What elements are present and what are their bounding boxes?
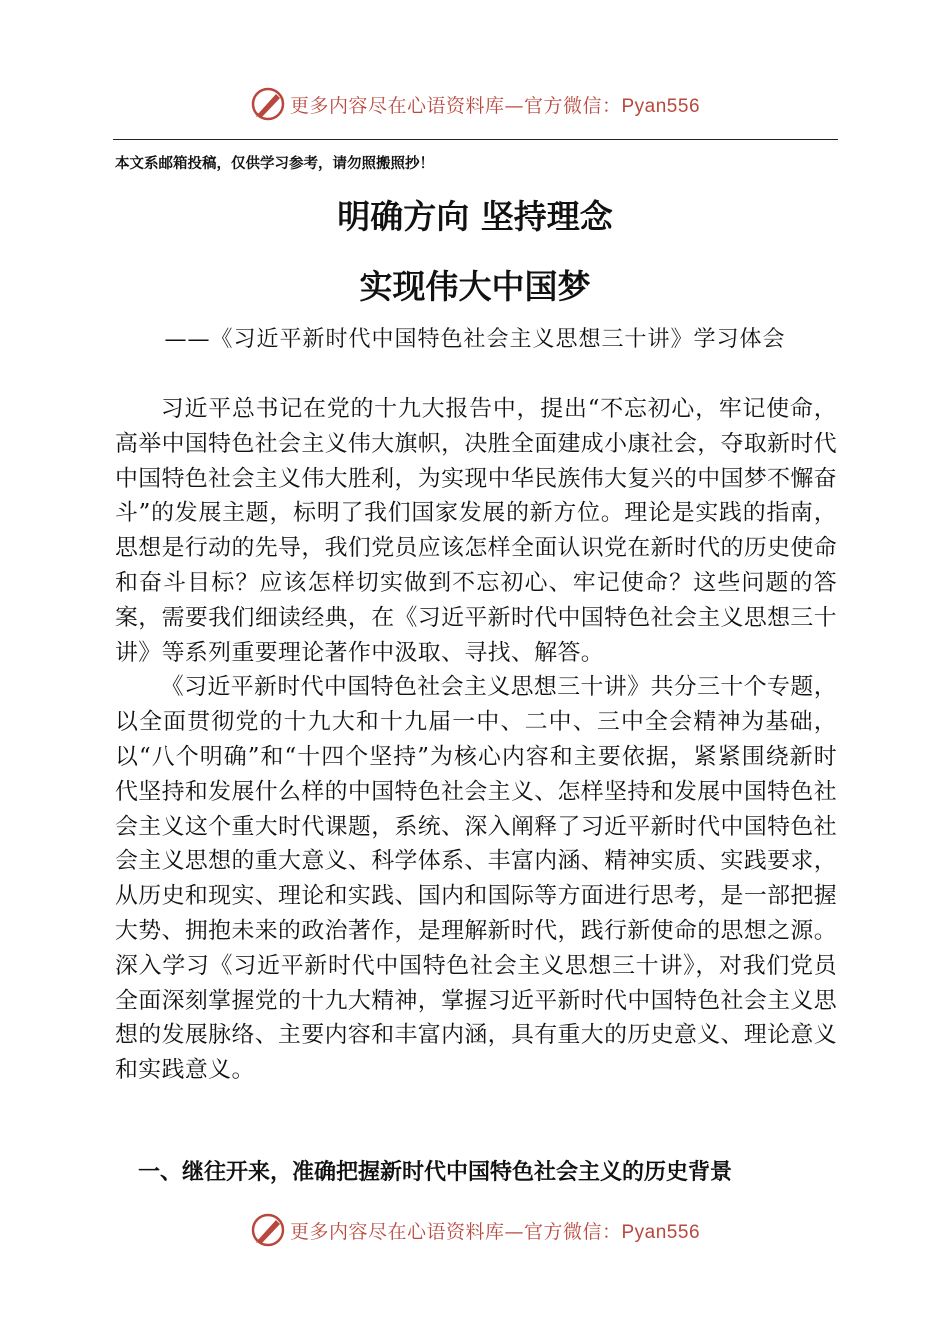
footer-watermark <box>0 1210 950 1250</box>
watermark-text: 更多内容尽在心语资料库—官方微信：Pyan556 <box>289 94 701 117</box>
pen-logo-icon <box>250 86 286 122</box>
section-heading: 一、继往开来，准确把握新时代中国特色社会主义的历史背景 <box>138 1160 733 1185</box>
header-watermark <box>0 84 950 124</box>
submission-notice: 本文系邮箱投稿，仅供学习参考，请勿照搬照抄！ <box>115 155 434 172</box>
wechat-id: Pyan556 <box>621 95 701 117</box>
wechat-id: Pyan556 <box>621 1221 701 1243</box>
article-body <box>115 392 837 1088</box>
pen-logo-icon <box>250 1212 286 1248</box>
title-line-1: 明确方向 坚持理念 <box>337 197 613 236</box>
header-divider <box>113 139 838 140</box>
paragraph: 《习近平新时代中国特色社会主义思想三十讲》共分三十个专题，以全面贯彻党的十九大和十九届一中、二中、三中全会精神为基础，以“八个明确”和“十四个坚持”为核心内容和主要依据，紧紧围绕新时代坚持和发展什么样的中国特色社会主义、怎样坚持和发展中国特色社会主义这个重大时代课题，系统、深入阐释了习近平新时代中国特色社会主义思想的重大意义、科学体系、丰富内涵、精神实质、实践要求，从历史和现实、理论和实践、国内和国际等方面进行思考，是一部把握大势、拥抱未来的政治著作，是理解新时代，践行新使命的思想之源。深入学习《习近平新时代中国特色社会主义思想三十讲》，对我们党员全面深刻掌握党的十九大精神，掌握习近平新时代中国特色社会主义思想的发展脉络、主要内容和丰富内涵，具有重大的历史意义、理论意义和实践意义。 <box>115 674 838 1084</box>
paragraph: 习近平总书记在党的十九大报告中，提出“不忘初心，牢记使命，高举中国特色社会主义伟大旗帜，决胜全面建成小康社会，夺取新时代中国特色社会主义伟大胜利，为实现中华民族伟大复兴的中国梦不懈奋斗”的发展主题，标明了我们国家发展的新方位。理论是实践的指南，思想是行动的先导，我们党员应该怎样全面认识党在新时代的历史使命和奋斗目标？应该怎样切实做到不忘初心、牢记使命？这些问题的答案，需要我们细读经典，在《习近平新时代中国特色社会主义思想三十讲》等系列重要理论著作中汲取、寻找、解答。 <box>115 396 838 666</box>
title-line-2: 实现伟大中国梦 <box>359 267 591 306</box>
subtitle: ——《习近平新时代中国特色社会主义思想三十讲》学习体会 <box>164 327 786 352</box>
watermark-text: 更多内容尽在心语资料库—官方微信：Pyan556 <box>289 1220 701 1243</box>
